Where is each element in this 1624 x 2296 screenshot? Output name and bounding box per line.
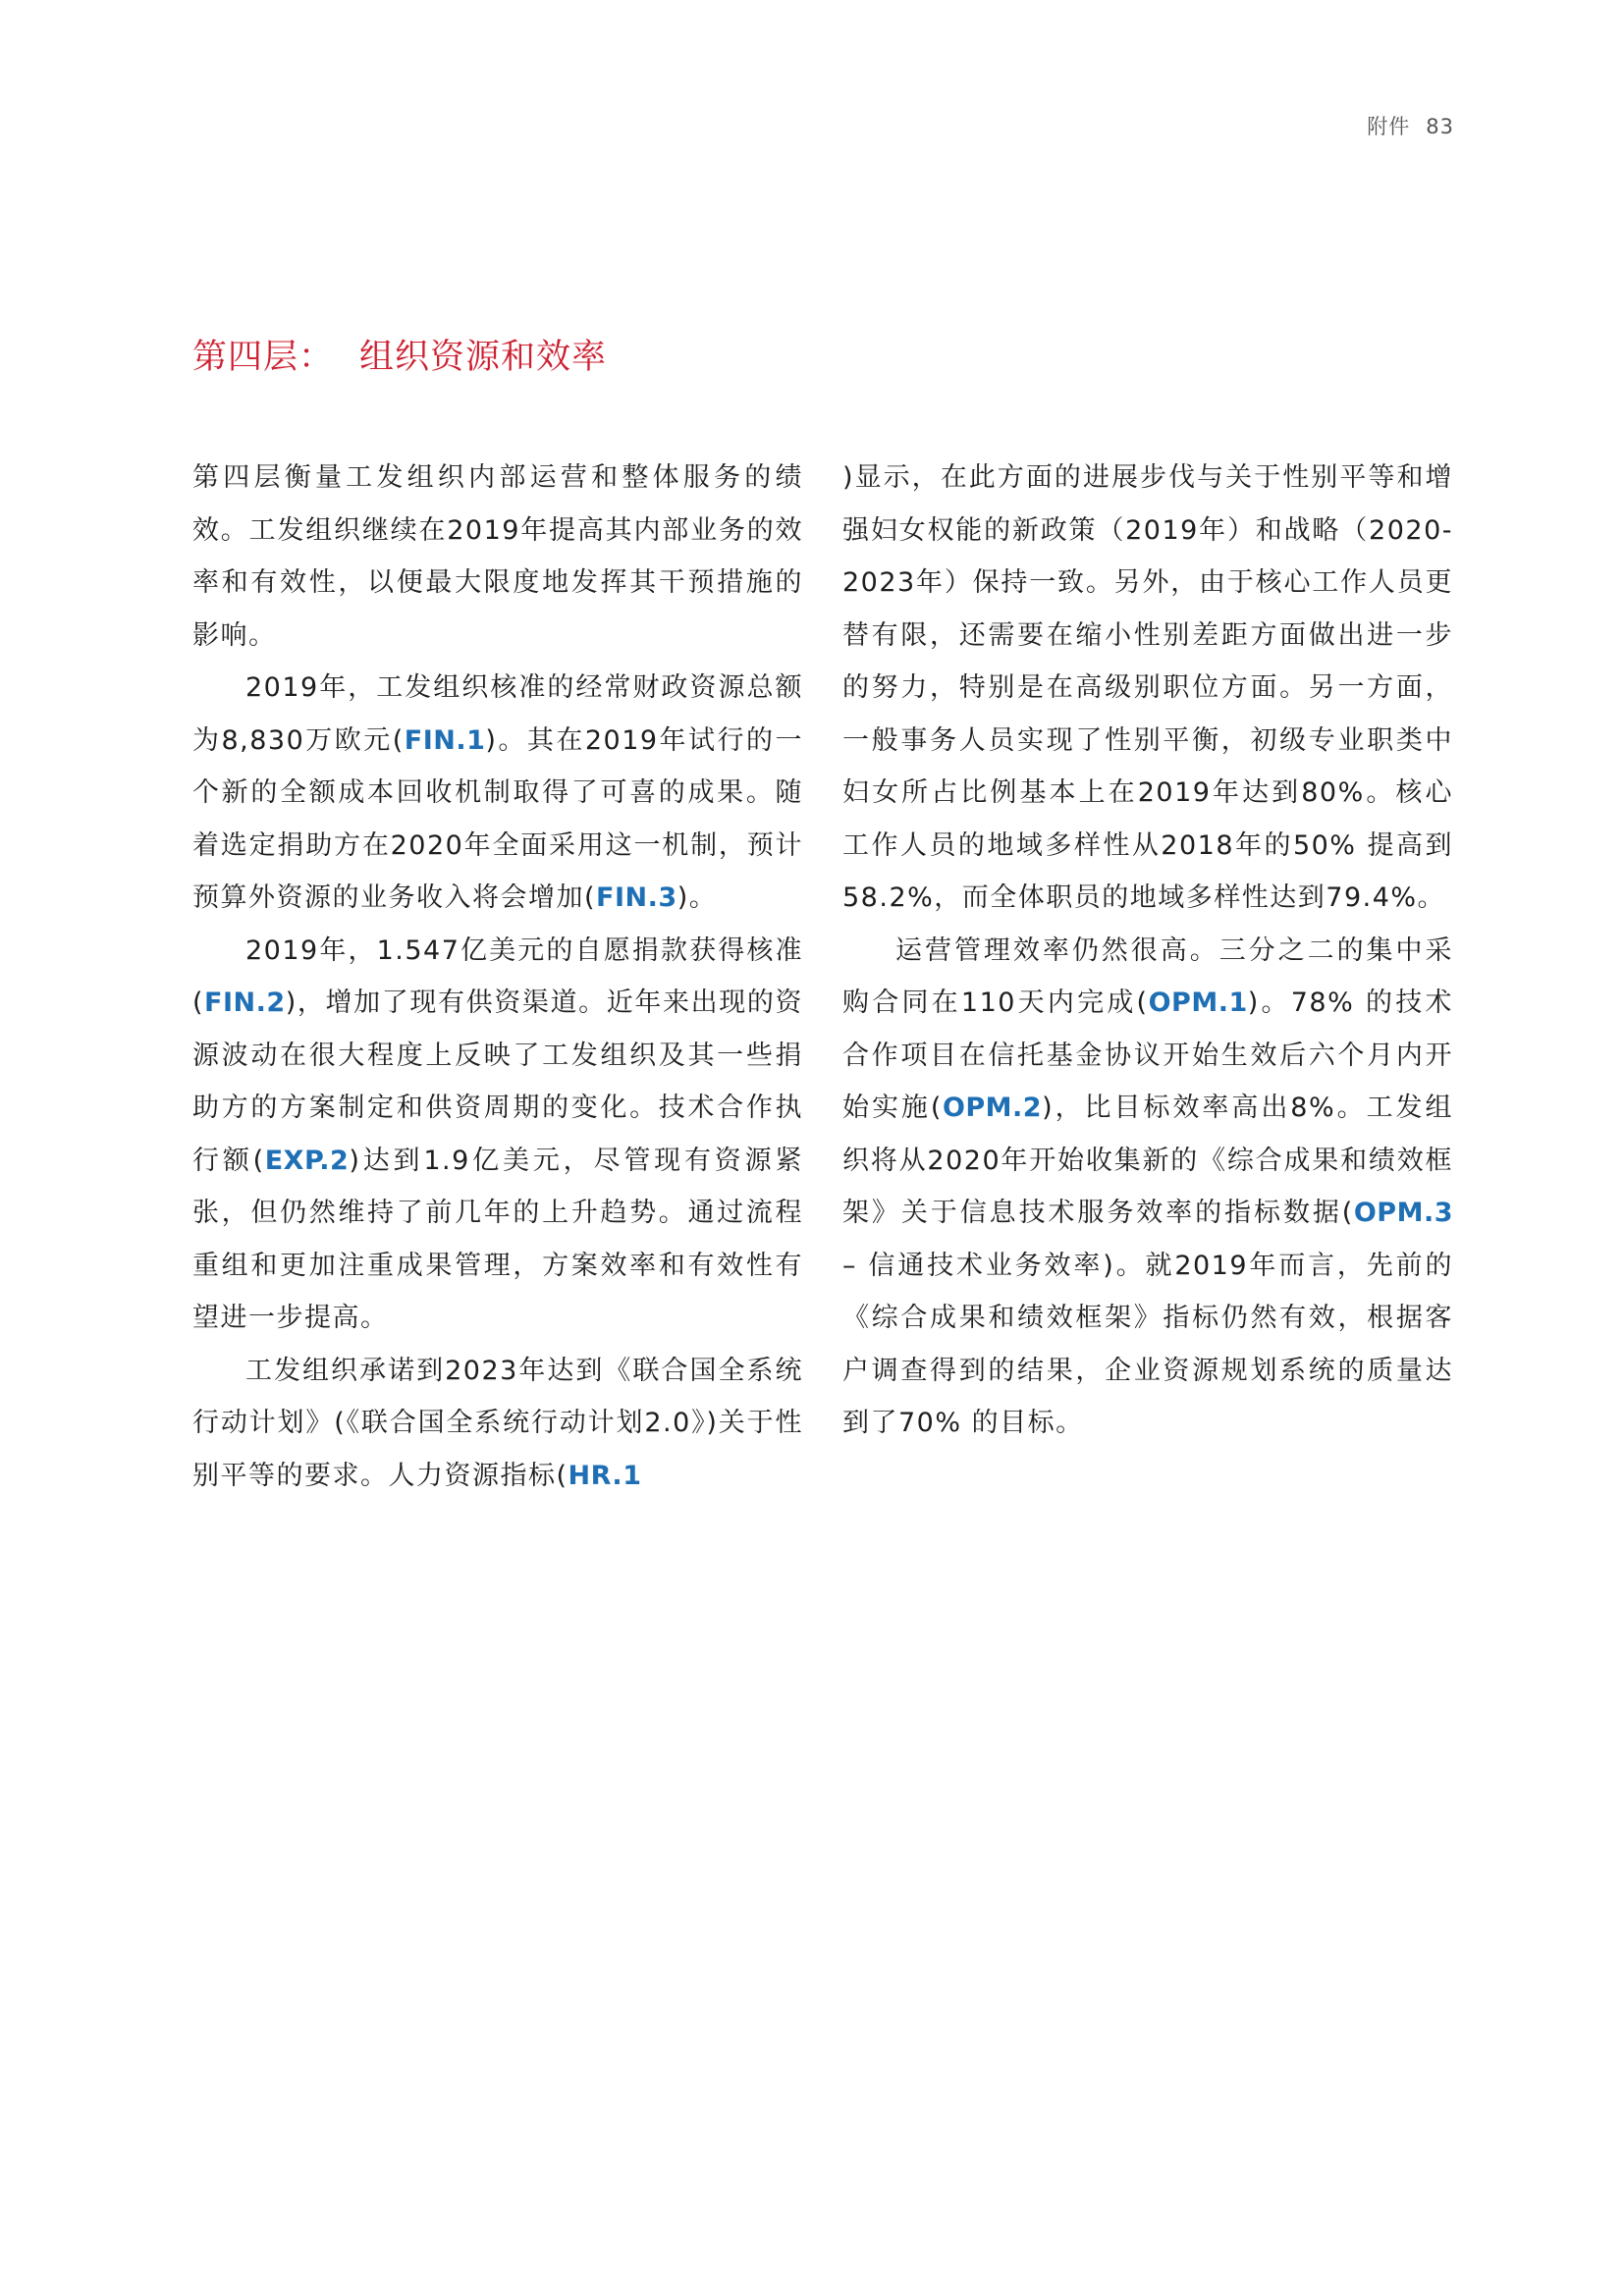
paragraph-5 [842, 925, 1453, 1450]
indicator-ref-hr1[interactable]: HR.1 [568, 1460, 642, 1491]
indicator-ref-opm2[interactable]: OPM.2 [942, 1093, 1043, 1123]
indicator-ref-opm1[interactable]: OPM.1 [1148, 988, 1248, 1018]
indicator-ref-fin3[interactable]: FIN.3 [596, 882, 677, 913]
paragraph-5-text-4: – 信通技术业务效率)。就2019年而言，先前的《综合成果和绩效框架》指标仍然有效，根据客户调查得到的结果，企业资源规划系统的质量达到了70% 的目标。 [842, 1250, 1453, 1438]
page-number: 83 [1426, 115, 1454, 138]
section-title [192, 330, 607, 379]
paragraph-3-text-2: )，增加了现有供资渠道。近年来出现的资源波动在很大程度上反映了工发组织及其一些捐助方的方案制定和供资周期的变化。技术合作执行额( [192, 988, 803, 1176]
paragraph-2-text-1: 2019年，工发组织核准的经常财政资源总额为8,830万欧元( [192, 672, 803, 756]
paragraph-1 [192, 452, 803, 662]
paragraph-5-text-2: )。78% 的技术合作项目在信托基金协议开始生效后六个月内开始实施( [842, 988, 1453, 1123]
indicator-ref-exp2[interactable]: EXP.2 [264, 1145, 350, 1176]
section-title-text: 组织资源和效率 [359, 338, 608, 377]
paragraph-4-start [192, 1345, 803, 1503]
paragraph-3-text-1: 2019年，1.547亿美元的自愿捐款获得核准( [192, 934, 803, 1018]
header-section-label: 附件 [1367, 115, 1411, 138]
paragraph-3-text-3: )达到1.9亿美元，尽管现有资源紧张，但仍然维持了前几年的上升趋势。通过流程重组和更加注重成果管理，方案效率和有效性有望进一步提高。 [192, 1145, 803, 1333]
indicator-ref-fin2[interactable]: FIN.2 [204, 988, 286, 1018]
paragraph-2-text-2: )。其在2019年试行的一个新的全额成本回收机制取得了可喜的成果。随着选定捐助方在2020年全面采用这一机制，预计预算外资源的业务收入将会增加( [192, 724, 803, 913]
section-title-label: 第四层： [192, 338, 335, 377]
paragraph-1-text: 第四层衡量工发组织内部运营和整体服务的绩效。工发组织继续在2019年提高其内部业务的效率和有效性，以便最大限度地发挥其干预措施的影响。 [192, 462, 803, 651]
indicator-ref-fin1[interactable]: FIN.1 [404, 724, 486, 756]
paragraph-4-continued [842, 452, 1453, 925]
paragraph-3 [192, 925, 803, 1345]
text-column-left [192, 452, 803, 1502]
paragraph-2-text-3: )。 [677, 882, 718, 913]
paragraph-2 [192, 662, 803, 925]
paragraph-4-text-2-continued: )显示，在此方面的进展步伐与关于性别平等和增强妇女权能的新政策（2019年）和战略（2020-2023年）保持一致。另外，由于核心工作人员更替有限，还需要在缩小性别差距方面做出进一步的努力，特别是在高级别职位方面。另一方面，一般事务人员实现了性别平衡，初级专业职类中妇女所占比例基本上在2019年达到80%。核心工作人员的地域多样性从2018年的50% 提高到58.2%，而全体职员的地域多样性达到79.4%。 [842, 462, 1453, 913]
text-column-right [842, 452, 1453, 1450]
paragraph-4-text-1: 工发组织承诺到2023年达到《联合国全系统行动计划》(《联合国全系统行动计划2.0》)关于性别平等的要求。人力资源指标( [192, 1355, 803, 1491]
running-header [1367, 111, 1454, 140]
indicator-ref-opm3[interactable]: OPM.3 [1353, 1198, 1453, 1228]
paragraph-5-text-3: )，比目标效率高出8%。工发组织将从2020年开始收集新的《综合成果和绩效框架》关于信息技术服务效率的指标数据( [842, 1093, 1453, 1228]
paragraph-5-text-1: 运营管理效率仍然很高。三分之二的集中采购合同在110天内完成( [842, 934, 1453, 1018]
